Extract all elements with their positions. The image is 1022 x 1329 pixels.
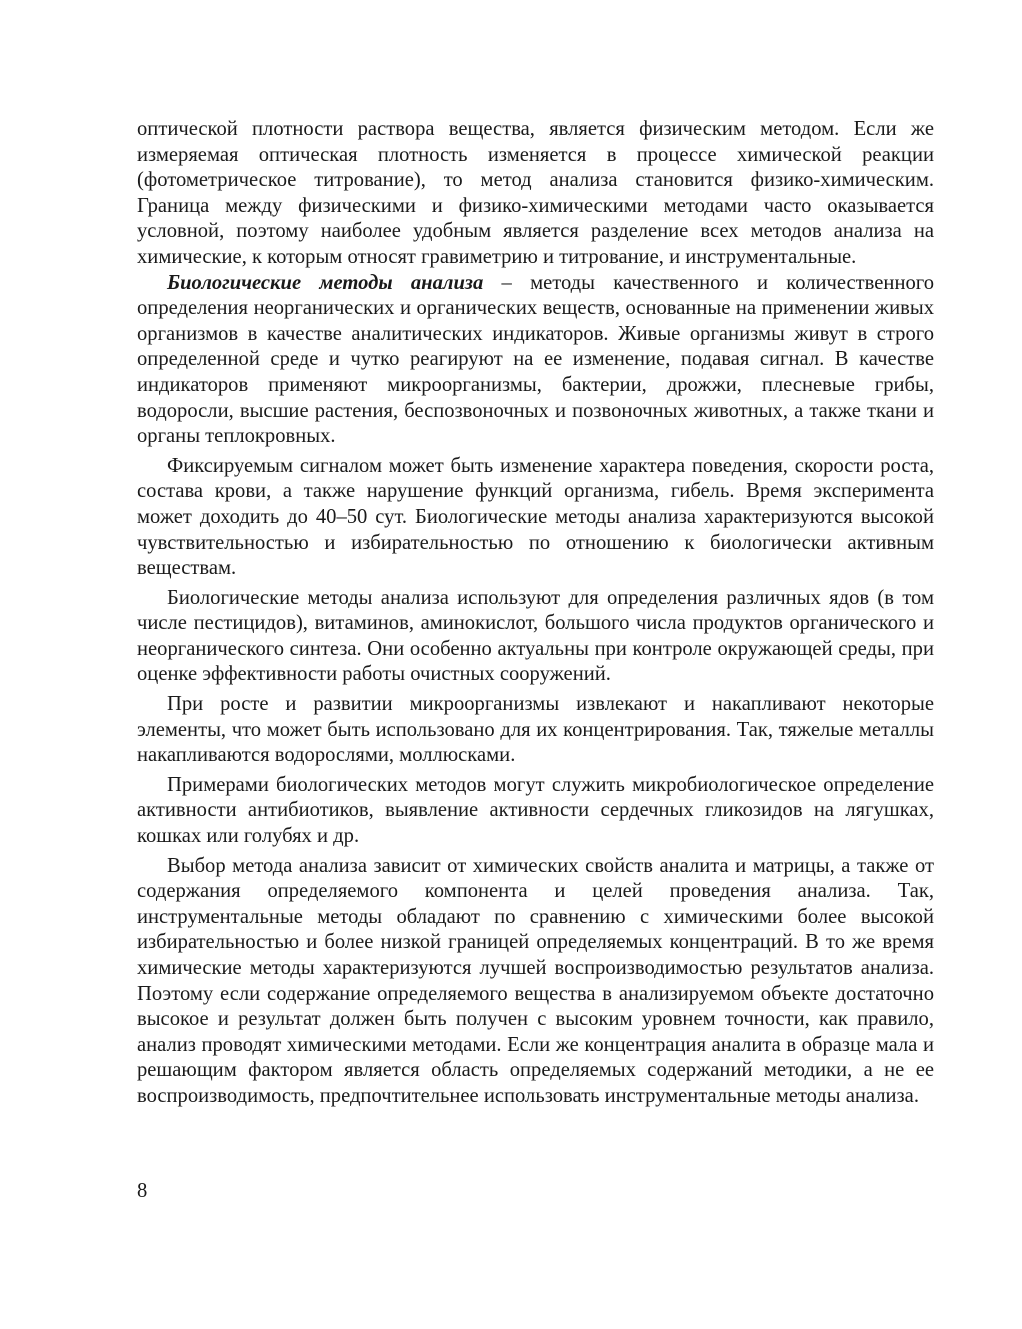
paragraph-1: оптической плотности раствора вещества, является физическим методом. Если же измеряемая оптическая плотность изменяется в процессе химической реакции (фотометрическое титрование), то метод анализа становится физико-химическим. Граница между физическими и физико-химическими методами часто оказывается условной, поэтому наиболее удобным является разделение всех методов анализа на химические, к которым относят гравиметрию и титрование, и инструментальные.: [137, 118, 934, 268]
paragraph-6: Примерами биологических методов могут служить микробиологическое определение активности антибиотиков, выявление активности сердечных гликозидов на лягушках, кошках или голубях и др.: [137, 773, 934, 848]
paragraph-3: Фиксируемым сигналом может быть изменение характера поведения, скорости роста, состава крови, а также нарушение функций организма, гибель. Время эксперимента может доходить до 40–50 сут. Биологические методы анализа характеризуются высокой чувствительностью и избирательностью по отношению к биологически активным веществам.: [137, 454, 934, 580]
paragraph-4: Биологические методы анализа используют для определения различных ядов (в том числе пестицидов), витаминов, аминокислот, большого числа продуктов органического и неорганического синтеза. Они особенно актуальны при контроле окружающей среды, при оценке эффективности работы очистных сооружений.: [137, 586, 934, 686]
page-body: [137, 117, 934, 1110]
page-number: 8: [137, 1180, 148, 1202]
term-biological-methods: Биологические методы анализа: [167, 271, 484, 294]
paragraph-5: При росте и развитии микроорганизмы извлекают и накапливают некоторые элементы, что может быть использовано для их концентрирования. Так, тяжелые металлы накапливаются водорослями, моллюсками.: [137, 693, 934, 767]
paragraph-2-text: – методы качественного и количественного определения неорганических и органических веществ, основанные на применении живых организмов в качестве аналитических индикаторов. Живые организмы живут в строго определенной среде и чутко реагируют на ее изменение, подавая сигнал. В качестве индикаторов применяют микроорганизмы, бактерии, дрожжи, плесневые грибы, водоросли, высшие растения, беспозвоночных и позвоночных животных, а также ткани и органы теплокровных.: [137, 271, 934, 448]
paragraph-7: Выбор метода анализа зависит от химических свойств аналита и матрицы, а также от содержания определяемого компонента и целей проведения анализа. Так, инструментальные методы обладают по сравнению с химическими более высокой избирательностью и более низкой границей определяемых концентраций. В то же время химические методы характеризуются лучшей воспроизводимостью результатов анализа. Поэтому если содержание определяемого вещества в анализируемом объекте достаточно высокое и результат должен быть получен с высоким уровнем точности, как правило, анализ проводят химическими методами. Если же концентрация аналита в образце мала и решающим фактором является область определяемых содержаний методики, а не ее воспроизводимость, предпочтительнее использовать инструментальные методы анализа.: [137, 854, 934, 1107]
paragraph-2: [137, 271, 934, 450]
